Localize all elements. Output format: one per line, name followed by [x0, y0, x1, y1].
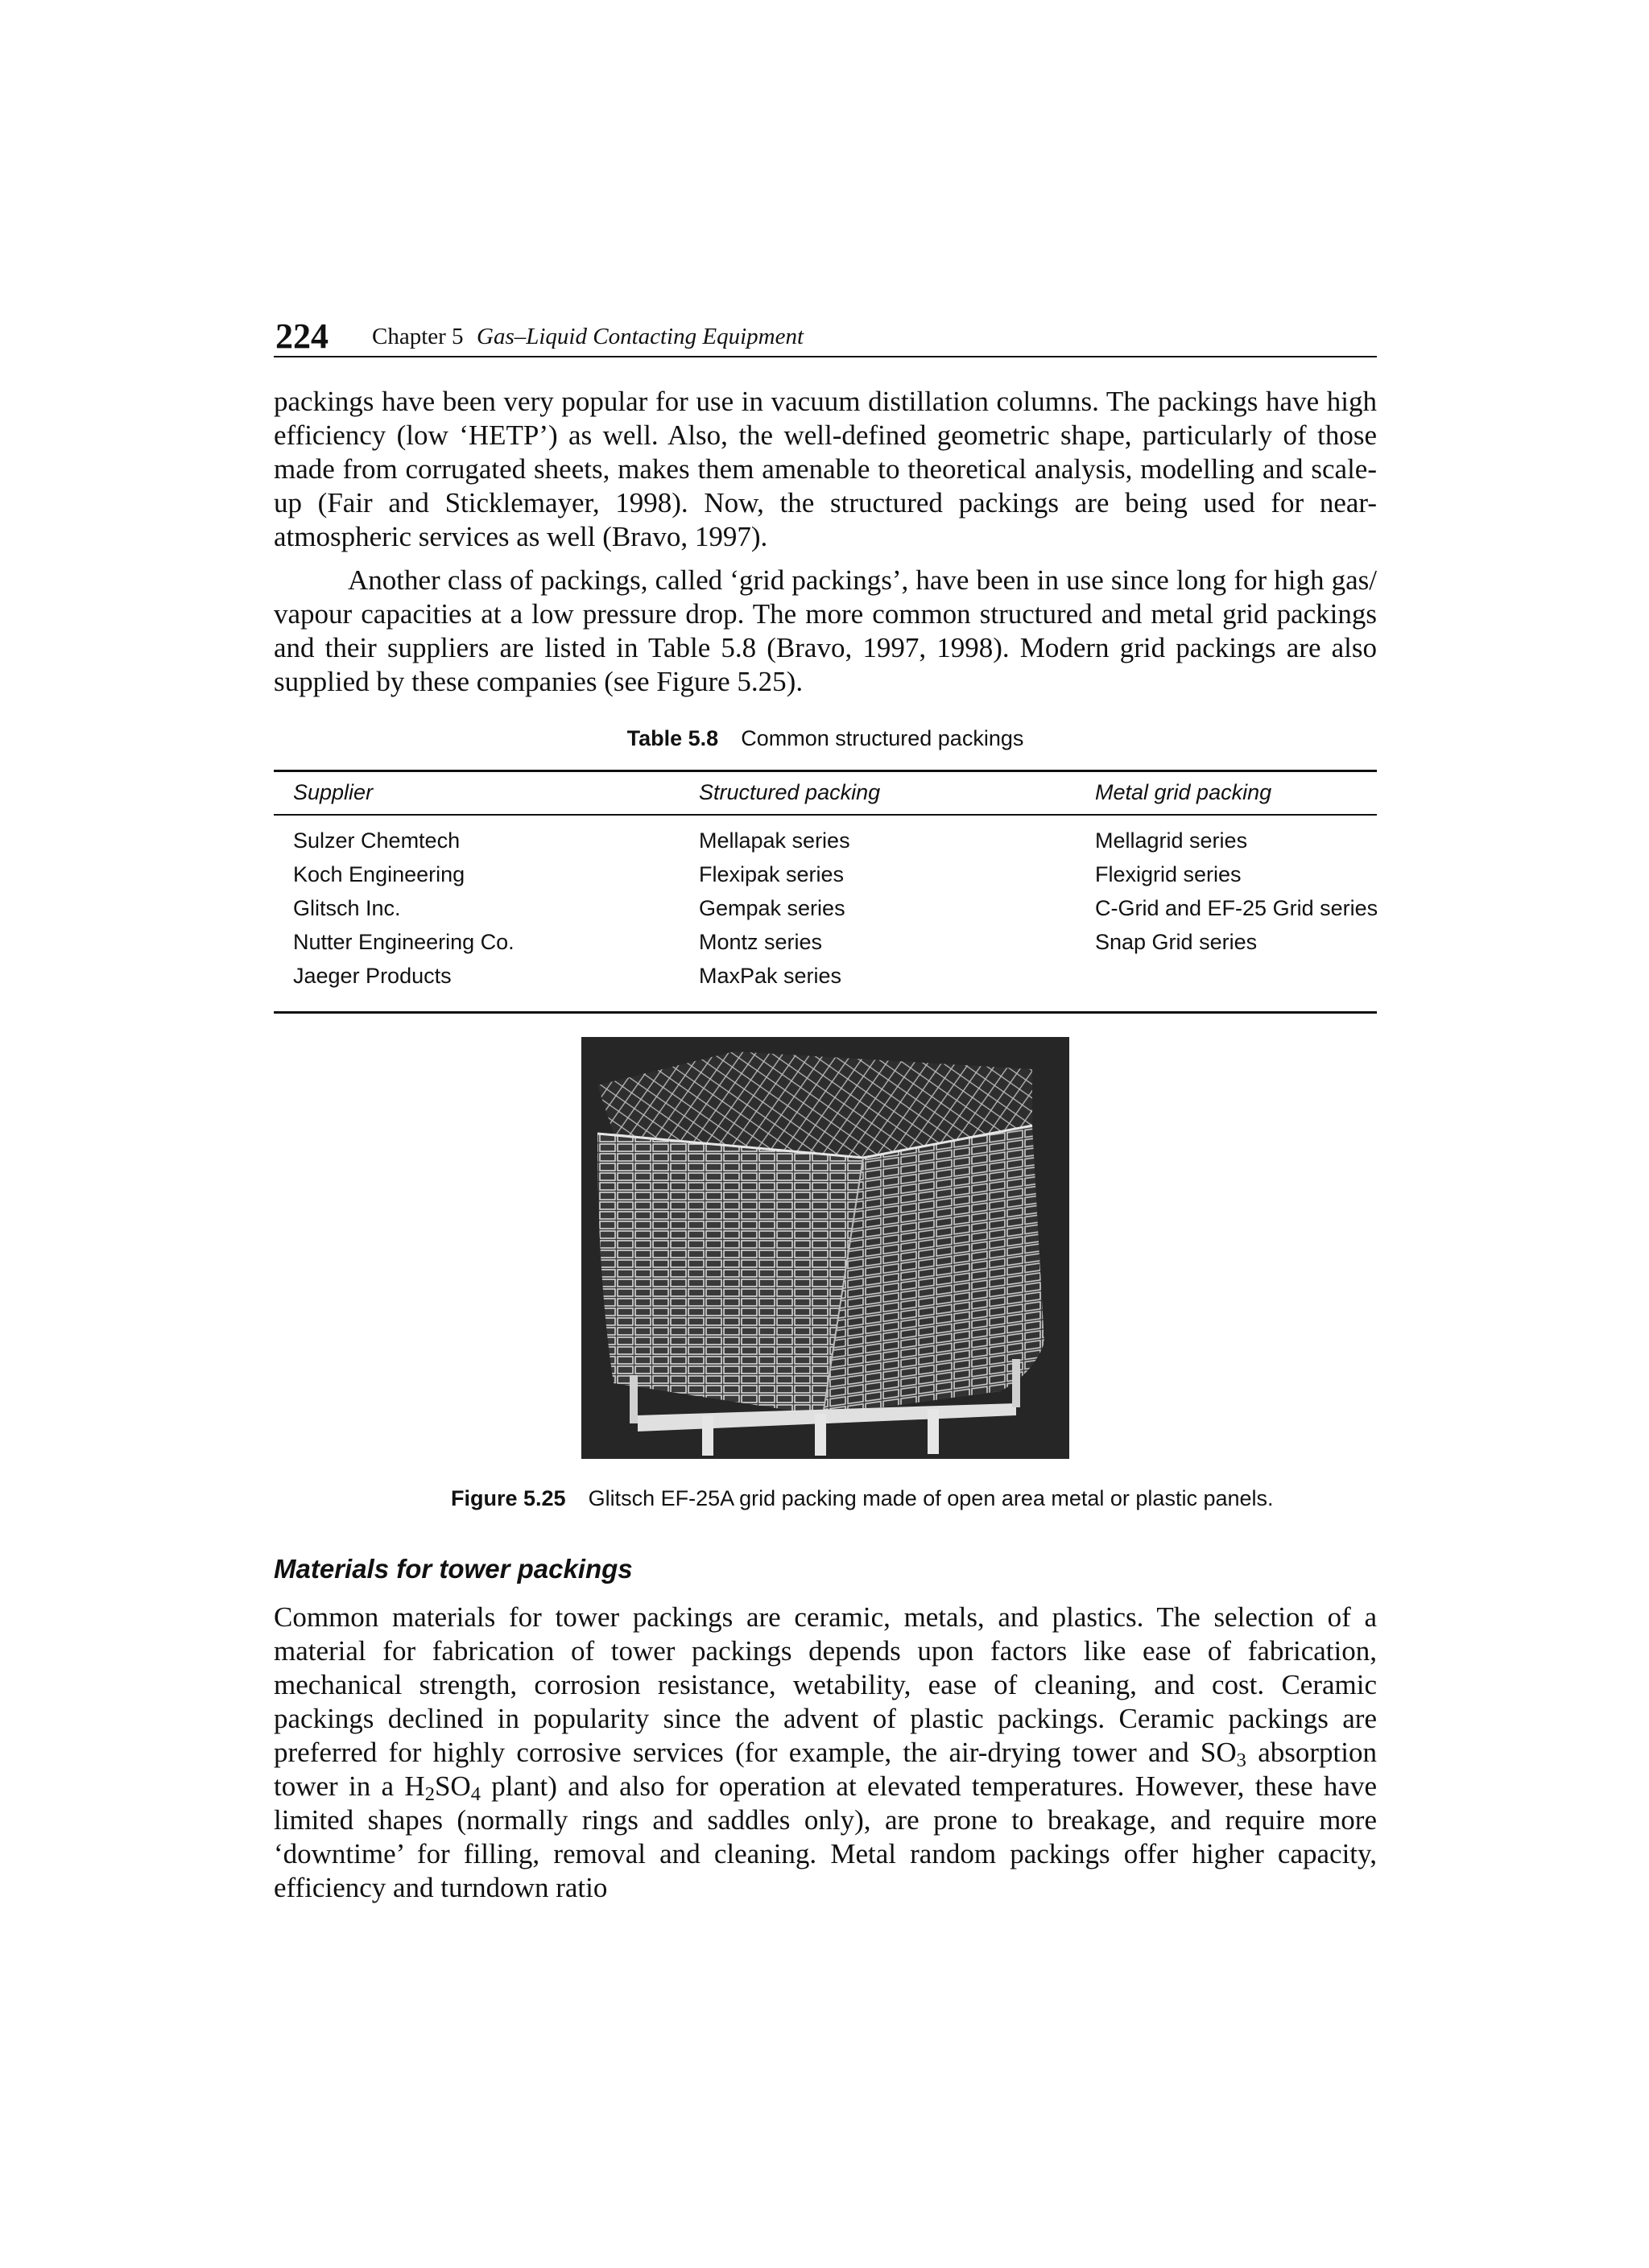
cell-supplier: Sulzer Chemtech — [293, 828, 461, 853]
figure-caption — [451, 1486, 1377, 1511]
p3-sub-1: 3 — [1236, 1750, 1246, 1772]
table-header-row — [274, 772, 1377, 816]
paragraph-1: packings have been very popular for use in vacuum distillation columns. The packings have high efficiency (low ‘HETP’) as well. Also, the well-defined geometric shape, particularly of those made from corrugated sheets, makes them amenable to theoretical analysis, modelling and scale-up (Fair and Sticklemayer, 1998). Now, the structured packings are being used for near-atmospheric services as well (Bravo, 1997). — [274, 386, 1377, 552]
cell-supplier: Nutter Engineering Co. — [293, 930, 515, 954]
cell-structured: Flexipak series — [699, 862, 845, 886]
running-header — [274, 317, 1377, 357]
table-body — [274, 828, 1377, 1011]
cell-metal-grid: Flexigrid series — [1095, 862, 1242, 886]
chapter-label: Chapter 5 — [372, 324, 464, 349]
table-row — [274, 964, 1377, 998]
table-row — [274, 930, 1377, 964]
p3-sub-2: 2 — [424, 1783, 435, 1806]
cell-supplier: Koch Engineering — [293, 862, 465, 886]
table-number: Table 5.8 — [626, 726, 719, 750]
figure-number: Figure 5.25 — [451, 1486, 566, 1510]
table-row — [274, 896, 1377, 930]
p3-part-a: Common materials for tower packings are ceramic, metals, and plastics. The selection of a material for fabrication of tower packings depends upon factors like ease of fabrication, mechanical strength, corrosion resistance, wetability, ease of cleaning, and cost. Ceramic packings declined in popularity since the advent of plastic packings. Ceramic packings are preferred for highly corrosive services (for example, the air-drying tower and SO — [274, 1601, 1377, 1768]
header-supplier: Supplier — [293, 780, 374, 804]
table-row — [274, 828, 1377, 862]
p3-part-d: plant) and also for operation at elevated temperatures. However, these have limited shapes (normally rings and saddles only), are prone to breakage, and require more ‘downtime’ for filling, removal and cleaning. Metal random packings offer higher capacity, efficiency and turndown ratio — [274, 1770, 1377, 1903]
chapter-title: Gas–Liquid Contacting Equipment — [477, 324, 804, 349]
paragraph-2: Another class of packings, called ‘grid packings’, have been in use since long for high gas/ vapour capacities at a low pressure drop. The more common structured and metal grid packings and their suppliers are listed in Table 5.8 (Bravo, 1997, 1998). Modern grid packings are also supplied by these companies (see Figure 5.25). — [274, 564, 1377, 697]
p3-sub-3: 4 — [470, 1783, 481, 1806]
table-caption — [274, 726, 1377, 751]
cell-structured: Mellapak series — [699, 828, 850, 853]
header-structured-packing: Structured packing — [699, 780, 881, 804]
cell-metal-grid: Mellagrid series — [1095, 828, 1248, 853]
grid-packing-photo — [581, 1037, 1069, 1459]
cell-structured: MaxPak series — [699, 964, 842, 988]
table-title: Common structured packings — [741, 726, 1024, 750]
p3-part-c: SO — [434, 1770, 471, 1802]
figure-caption-text: Glitsch EF-25A grid packing made of open area metal or plastic panels. — [588, 1486, 1274, 1510]
table-row — [274, 862, 1377, 896]
cell-structured: Montz series — [699, 930, 823, 954]
cell-metal-grid: Snap Grid series — [1095, 930, 1258, 954]
packings-table — [274, 770, 1377, 1014]
paragraph-3 — [274, 1601, 1377, 1905]
section-heading: Materials for tower packings — [274, 1554, 633, 1584]
header-metal-grid-packing: Metal grid packing — [1095, 780, 1272, 804]
p3-part-b: absorption tower in a H — [274, 1737, 1377, 1802]
cell-structured: Gempak series — [699, 896, 845, 920]
cell-metal-grid: C-Grid and EF-25 Grid series — [1095, 896, 1378, 920]
page-number: 224 — [275, 316, 329, 356]
cell-supplier: Glitsch Inc. — [293, 896, 401, 920]
grid-packing-illustration — [581, 1037, 1069, 1459]
cell-supplier: Jaeger Products — [293, 964, 452, 988]
